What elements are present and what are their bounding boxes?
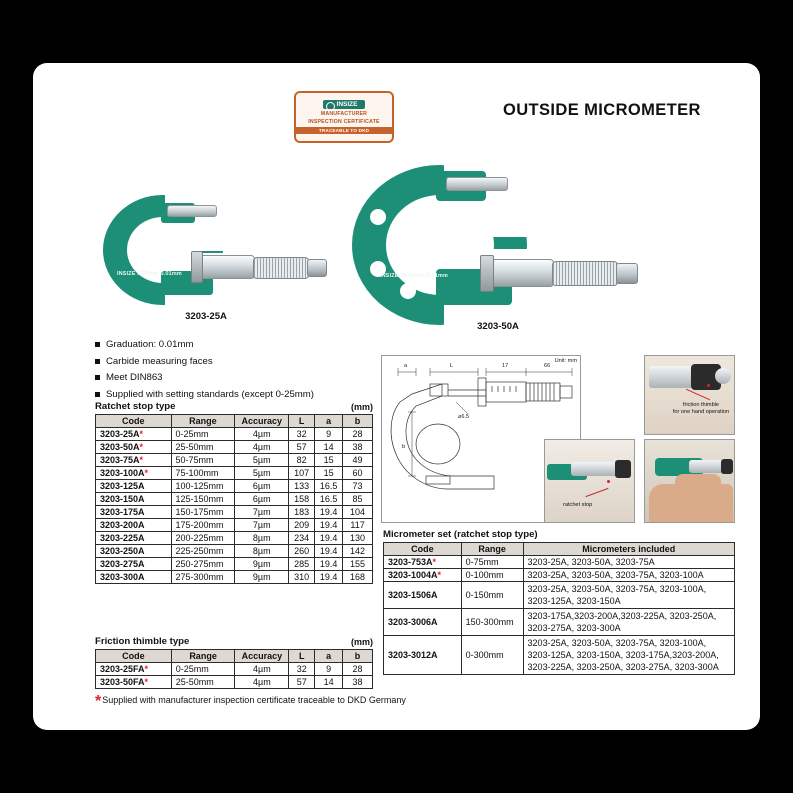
sheet-inner <box>33 63 760 730</box>
col-code: Code <box>96 650 172 663</box>
cell-code: 3203-200A <box>96 519 172 532</box>
cell-code: 3203-25FA* <box>96 663 172 676</box>
table-row <box>384 569 735 582</box>
table-row <box>384 582 735 609</box>
page-title: OUTSIDE MICROMETER <box>503 101 701 119</box>
cell-b: 28 <box>343 428 373 441</box>
cell-included: 3203-25A, 3203-50A, 3203-75A, 3203-100A, 3203-125A, 3203-150A, 3203-175A,3203-200A, 3203-225A, 3203-250A, 3203-275A, 3203-300A <box>523 636 734 675</box>
cell-range: 50-75mm <box>171 454 235 467</box>
cell-b: 130 <box>343 532 373 545</box>
catalog-sheet <box>33 63 760 730</box>
cell-range: 0-25mm <box>171 663 235 676</box>
cell-a: 19.4 <box>315 519 343 532</box>
ratchet-stop <box>307 259 327 277</box>
table-row <box>96 454 373 467</box>
seal-band: TRACEABLE TO DKD <box>296 127 392 134</box>
cell-code: 3203-225A <box>96 532 172 545</box>
cell-code: 3203-1004A* <box>384 569 462 582</box>
cell-code: 3203-150A <box>96 493 172 506</box>
cell-range: 100-125mm <box>171 480 235 493</box>
cell-a: 19.4 <box>315 571 343 584</box>
feature-item: Carbide measuring faces <box>95 354 314 371</box>
table-row <box>96 480 373 493</box>
sleeve <box>488 259 554 287</box>
cell-range: 0-75mm <box>461 556 523 569</box>
thimble <box>253 257 309 279</box>
cell-a: 15 <box>315 454 343 467</box>
friction-thimble-table-block <box>95 636 373 689</box>
cell-code: 3203-1506A <box>384 582 462 609</box>
table-row <box>96 663 373 676</box>
table-row <box>96 467 373 480</box>
cell-code: 3203-3006A <box>384 609 462 636</box>
cell-b: 73 <box>343 480 373 493</box>
dim-a: a <box>404 363 408 369</box>
cell-a: 14 <box>315 676 343 689</box>
certificate-star-icon: * <box>139 442 144 452</box>
cell-code: 3203-300A <box>96 571 172 584</box>
product-caption-2: 3203-50A <box>477 321 519 332</box>
photo-ratchet-stop <box>544 439 635 523</box>
cell-code: 3203-125A <box>96 480 172 493</box>
footnote-text: Supplied with manufacturer inspection certificate traceable to DKD Germany <box>102 695 406 705</box>
cell-b: 85 <box>343 493 373 506</box>
ratchet-table-header-row <box>95 401 373 412</box>
frame-logo: INSIZE 25-50mm 0.01mm <box>380 273 449 279</box>
cell-L: 82 <box>289 454 315 467</box>
cell-b: 104 <box>343 506 373 519</box>
dim-66: 66 <box>544 363 551 369</box>
certificate-star-icon: * <box>139 455 144 465</box>
anvil-rod <box>446 177 508 191</box>
cell-accuracy: 8µm <box>235 532 289 545</box>
cell-code: 3203-25A* <box>96 428 172 441</box>
cell-range: 125-150mm <box>171 493 235 506</box>
dim-17: 17 <box>502 363 509 369</box>
cell-a: 19.4 <box>315 545 343 558</box>
cell-b: 155 <box>343 558 373 571</box>
cell-accuracy: 4µm <box>235 676 289 689</box>
cell-L: 285 <box>289 558 315 571</box>
cell-b: 49 <box>343 454 373 467</box>
table-row <box>384 636 735 675</box>
cell-L: 158 <box>289 493 315 506</box>
certificate-star-icon: * <box>144 468 149 478</box>
cell-accuracy: 5µm <box>235 467 289 480</box>
cell-included: 3203-25A, 3203-50A, 3203-75A, 3203-100A, 3203-125A, 3203-150A <box>523 582 734 609</box>
friction-table-heading: Friction thimble type <box>95 636 190 647</box>
product-caption-1: 3203-25A <box>185 311 227 322</box>
col-b: b <box>343 415 373 428</box>
cell-code: 3203-50FA* <box>96 676 172 689</box>
cell-b: 60 <box>343 467 373 480</box>
col-range: Range <box>171 650 235 663</box>
table-row <box>96 428 373 441</box>
thimble <box>552 261 618 286</box>
product-image-3203-25A <box>91 181 321 326</box>
table-row <box>384 556 735 569</box>
cell-range: 275-300mm <box>171 571 235 584</box>
table-row <box>96 506 373 519</box>
ratchet-stop-table <box>95 414 373 584</box>
cell-range: 150-300mm <box>461 609 523 636</box>
set-table-heading: Micrometer set (ratchet stop type) <box>383 529 538 540</box>
frame-logo: INSIZE 0-25mm 0.01mm <box>117 271 182 277</box>
cell-a: 19.4 <box>315 532 343 545</box>
cell-range: 0-300mm <box>461 636 523 675</box>
friction-table-header-row <box>95 636 373 647</box>
col-included: Micrometers included <box>523 543 734 556</box>
friction-table-unit: (mm) <box>351 637 373 647</box>
friction-thimble-table <box>95 649 373 689</box>
cell-b: 117 <box>343 519 373 532</box>
table-row <box>96 676 373 689</box>
certificate-star-icon: * <box>139 429 144 439</box>
ratchet-stop <box>616 263 638 284</box>
cell-included: 3203-25A, 3203-50A, 3203-75A, 3203-100A <box>523 569 734 582</box>
cell-L: 183 <box>289 506 315 519</box>
col-L: L <box>289 415 315 428</box>
cell-code: 3203-275A <box>96 558 172 571</box>
cell-a: 19.4 <box>315 558 343 571</box>
col-code: Code <box>384 543 462 556</box>
cell-range: 175-200mm <box>171 519 235 532</box>
cell-accuracy: 9µm <box>235 558 289 571</box>
feature-item: Supplied with setting standards (except 0-25mm) <box>95 387 314 404</box>
cell-range: 200-225mm <box>171 532 235 545</box>
anvil-rod <box>167 205 217 217</box>
ratchet-stop-callout: ratchet stop <box>563 502 593 508</box>
cell-accuracy: 5µm <box>235 454 289 467</box>
friction-thimble-callout: friction thimble for one hand operation <box>672 402 730 416</box>
cell-code: 3203-175A <box>96 506 172 519</box>
cell-range: 225-250mm <box>171 545 235 558</box>
micrometer-set-table-block <box>383 529 735 675</box>
table-header-row <box>96 650 373 663</box>
ratchet-table-unit: (mm) <box>351 402 373 412</box>
sleeve <box>197 255 255 279</box>
photo-one-hand-operation <box>644 439 735 523</box>
cell-b: 38 <box>343 441 373 454</box>
cell-L: 32 <box>289 663 315 676</box>
col-L: L <box>289 650 315 663</box>
cell-range: 150-175mm <box>171 506 235 519</box>
cell-L: 32 <box>289 428 315 441</box>
footnote <box>95 693 406 710</box>
col-accuracy: Accuracy <box>235 415 289 428</box>
certificate-star-icon: * <box>144 677 149 687</box>
leader-dot <box>607 480 610 483</box>
unit-label: Unit: mm <box>554 358 577 364</box>
cell-accuracy: 6µm <box>235 493 289 506</box>
cell-L: 209 <box>289 519 315 532</box>
cell-range: 0-150mm <box>461 582 523 609</box>
cell-L: 133 <box>289 480 315 493</box>
cell-range: 250-275mm <box>171 558 235 571</box>
cell-L: 107 <box>289 467 315 480</box>
dim-L: L <box>450 363 454 369</box>
cell-code: 3203-50A* <box>96 441 172 454</box>
cell-b: 38 <box>343 676 373 689</box>
cell-accuracy: 8µm <box>235 545 289 558</box>
table-header-row <box>384 543 735 556</box>
cell-accuracy: 4µm <box>235 441 289 454</box>
cell-code: 3203-250A <box>96 545 172 558</box>
table-row <box>96 519 373 532</box>
seal-brand: INSIZE <box>323 100 366 109</box>
leader-dot <box>707 384 710 387</box>
col-code: Code <box>96 415 172 428</box>
cell-b: 168 <box>343 571 373 584</box>
cell-accuracy: 6µm <box>235 480 289 493</box>
col-b: b <box>343 650 373 663</box>
certificate-star-icon: * <box>144 664 149 674</box>
cell-accuracy: 7µm <box>235 506 289 519</box>
table-row <box>96 545 373 558</box>
table-row <box>384 609 735 636</box>
cell-a: 19.4 <box>315 506 343 519</box>
micrometer-set-table <box>383 542 735 675</box>
cell-b: 142 <box>343 545 373 558</box>
cell-code: 3203-3012A <box>384 636 462 675</box>
table-row <box>96 571 373 584</box>
cell-b: 28 <box>343 663 373 676</box>
cell-a: 9 <box>315 663 343 676</box>
col-a: a <box>315 650 343 663</box>
seal-line-1: MANUFACTURER <box>320 111 368 117</box>
cell-included: 3203-175A,3203-200A,3203-225A, 3203-250A, 3203-275A, 3203-300A <box>523 609 734 636</box>
cell-code: 3203-100A* <box>96 467 172 480</box>
feature-item: Graduation: 0.01mm <box>95 337 314 354</box>
cell-L: 260 <box>289 545 315 558</box>
cell-a: 14 <box>315 441 343 454</box>
table-row <box>96 441 373 454</box>
certificate-seal <box>294 91 394 143</box>
table-row <box>96 558 373 571</box>
certificate-star-icon: * <box>437 570 442 580</box>
cell-accuracy: 4µm <box>235 428 289 441</box>
feature-item: Meet DIN863 <box>95 370 314 387</box>
photo-friction-thimble <box>644 355 735 435</box>
product-image-3203-50A <box>338 155 648 335</box>
cell-L: 57 <box>289 676 315 689</box>
cell-a: 16.5 <box>315 480 343 493</box>
lock-nut <box>191 251 203 283</box>
col-range: Range <box>171 415 235 428</box>
cell-L: 310 <box>289 571 315 584</box>
cell-a: 16.5 <box>315 493 343 506</box>
cell-a: 15 <box>315 467 343 480</box>
ratchet-table-heading: Ratchet stop type <box>95 401 176 412</box>
cell-L: 57 <box>289 441 315 454</box>
cell-code: 3203-75A* <box>96 454 172 467</box>
cell-range: 0-100mm <box>461 569 523 582</box>
certificate-star-icon: * <box>95 693 102 710</box>
table-row <box>96 532 373 545</box>
table-header-row <box>96 415 373 428</box>
table-row <box>96 493 373 506</box>
col-accuracy: Accuracy <box>235 650 289 663</box>
dim-b: b <box>402 444 406 450</box>
dim-dia: ⌀6.5 <box>458 414 470 420</box>
cell-accuracy: 9µm <box>235 571 289 584</box>
leader-line <box>686 389 710 400</box>
cell-accuracy: 7µm <box>235 519 289 532</box>
leader-line <box>586 488 609 497</box>
cell-range: 25-50mm <box>171 676 235 689</box>
cell-range: 0-25mm <box>171 428 235 441</box>
col-a: a <box>315 415 343 428</box>
cell-L: 234 <box>289 532 315 545</box>
cell-accuracy: 4µm <box>235 663 289 676</box>
certificate-star-icon: * <box>432 557 437 567</box>
feature-list <box>95 337 314 403</box>
set-table-header-row <box>383 529 735 540</box>
col-range: Range <box>461 543 523 556</box>
seal-line-2: INSPECTION CERTIFICATE <box>308 118 380 125</box>
cell-included: 3203-25A, 3203-50A, 3203-75A <box>523 556 734 569</box>
lock-nut <box>480 255 494 292</box>
ratchet-stop-table-block <box>95 401 373 584</box>
cell-range: 25-50mm <box>171 441 235 454</box>
cell-a: 9 <box>315 428 343 441</box>
cell-range: 75-100mm <box>171 467 235 480</box>
cell-code: 3203-753A* <box>384 556 462 569</box>
